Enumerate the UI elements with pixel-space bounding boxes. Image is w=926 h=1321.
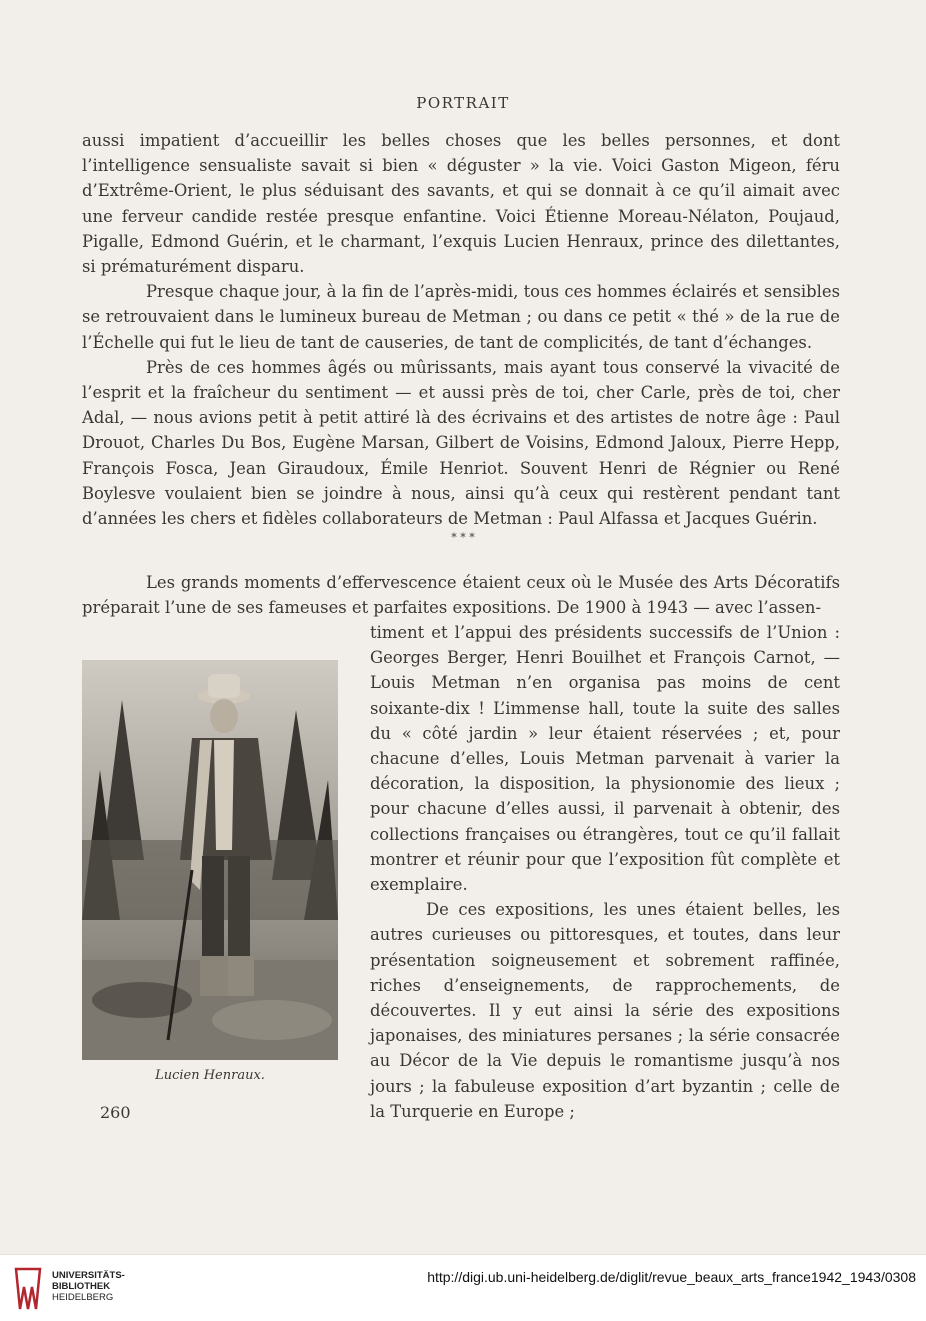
paragraph-2: Presque chaque jour, à la fin de l’après-midi, tous ces hommes éclairés et sensibles se retrouvaient dans le lumineux bureau de Metman ; ou dans ce petit « thé » de la rue de l’Échelle qui fut le lieu de tant de causeries, de tant de complicités, de tant d’échanges. [82,282,840,352]
asterism-divider: * * * [451,531,475,544]
paragraph-4-continued: timent et l’appui des présidents successifs de l’Union : Georges Berger, Henri Bouilhet et François Carnot, — Louis Metman n’en organisa pas moins de cent soixante-dix ! L’immense hall, toute la suite des salles du « côté jardin » leur étaient réservées ; et, pour chacune d’elles, Louis Metman parvenait à varier la décoration, la disposition, la physionomie des lieux ; pour chacune d’elles aussi, il parvenait à obtenir, des collections françaises ou étrangères, tout ce qu’il fallait montrer et réunir pour que l’exposition fût complète et exemplaire. [370,623,840,895]
text-block-mid [82,570,840,620]
photo-caption: Lucien Henraux. [155,1068,265,1083]
source-url-link[interactable]: http://digi.ub.uni-heidelberg.de/diglit/revue_beaux_arts_france1942_1943/0308 [427,1269,916,1285]
footer-bar [0,1254,926,1321]
library-name [52,1270,125,1303]
portrait-photo [82,660,338,1060]
library-name-line-2: BIBLIOTHEK [52,1281,111,1292]
text-block-side [370,620,840,1124]
library-name-line-1: UNIVERSITÄTS- [52,1270,125,1281]
paragraph-3: Près de ces hommes âgés ou mûrissants, mais ayant tous conservé la vivacité de l’esprit et la fraîcheur du sentiment — et aussi près de toi, cher Carle, près de toi, cher Adal, — nous avions petit à petit attiré là des écrivains et des artistes de notre âge : Paul Drouot, Charles Du Bos, Eugène Marsan, Gilbert de Voisins, Edmond Jaloux, Pierre Hepp, François Fosca, Jean Giraudoux, Émile Henriot. Souvent Henri de Régnier ou René Boylesve voulaient bien se joindre à nous, ainsi qu’à ceux qui restèrent pendant tant d’années les chers et fidèles collaborateurs de Metman : Paul Alfassa et Jacques Guérin. [82,357,840,529]
library-name-line-3: HEIDELBERG [52,1292,114,1303]
running-title: PORTRAIT [416,94,510,112]
portrait-photo-image [82,660,338,1060]
text-block-top [82,128,840,531]
page-number: 260 [100,1103,131,1122]
paragraph-4-full: Les grands moments d’effervescence étaient ceux où le Musée des Arts Décoratifs préparait l’une de ses fameuses et parfaites expositions. De 1900 à 1943 — avec l’assen- [82,573,840,618]
paragraph-1: aussi impatient d’accueillir les belles choses que les belles personnes, et dont l’intelligence sensualiste savait si bien « déguster » la vie. Voici Gaston Migeon, féru d’Extrême-Orient, le plus séduisant des savants, et qui se donnait à ce qu’il aimait avec une ferveur candide restée presque enfantine. Voici Étienne Moreau-Nélaton, Poujaud, Pigalle, Edmond Guérin, et le charmant, l’exquis Lucien Henraux, prince des dilettantes, si prématurément disparu. [82,131,840,277]
paragraph-5: De ces expositions, les unes étaient belles, les autres curieuses ou pittoresques, et toutes, dans leur présentation soigneusement et sobrement raffinée, riches d’enseignements, de rapprochements, de découvertes. Il y eut ainsi la série des expositions japonaises, des miniatures persanes ; la série consacrée au Décor de la Vie depuis le romantisme jusqu’à nos jours ; la fabuleuse exposition d’art byzantin ; celle de la Turquerie en Europe ; [370,900,840,1121]
university-library-logo-icon [10,1267,46,1311]
